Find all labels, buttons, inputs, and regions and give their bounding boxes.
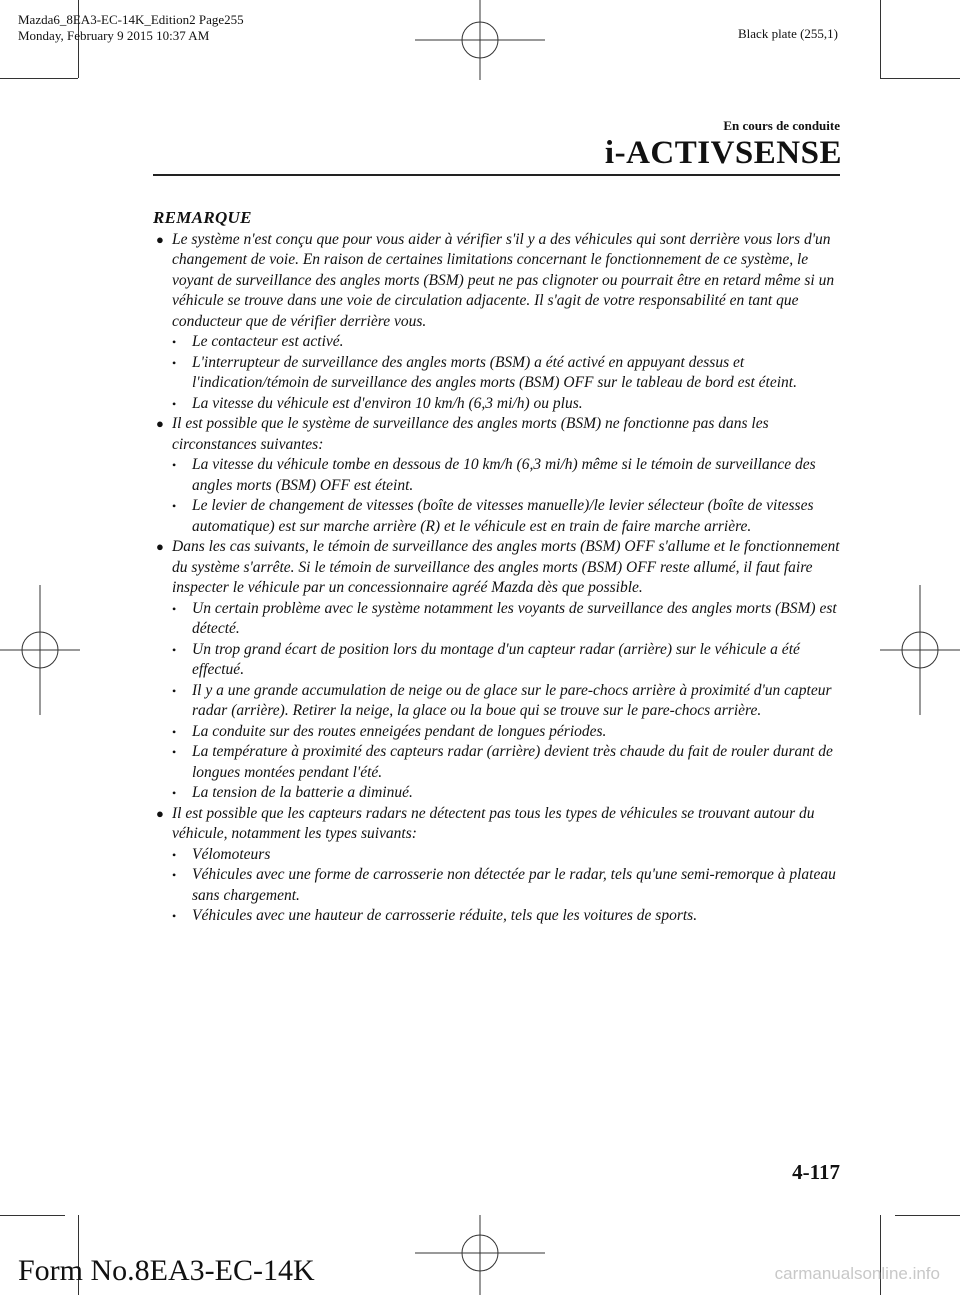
crop-mark-top-left-h [0,78,78,79]
sub-bullet-text: Un trop grand écart de position lors du montage d'un capteur radar (arrière) sur le véhicule a été effectué. [192,640,800,678]
sub-list-item [153,455,841,496]
sub-list-item [153,394,841,415]
watermark: carmanualsonline.info [774,1264,940,1283]
sub-bullet-text: Véhicules avec une hauteur de carrosserie réduite, tels que les voitures de sports. [192,907,698,924]
print-header-line1: Mazda6_8EA3-EC-14K_Edition2 Page255 [18,12,244,27]
sub-bullet-text: Véhicules avec une forme de carrosserie non détectée par le radar, tels qu'une semi-remorque à plateau sans chargement. [192,866,836,904]
header-rule [153,174,840,176]
crop-mark-top-right-h [880,78,960,79]
sub-bullet-text: La vitesse du véhicule est d'environ 10 km/h (6,3 mi/h) ou plus. [192,394,583,412]
sub-bullet-text: L'interrupteur de surveillance des angles morts (BSM) a été activé en appuyant dessus et l'indication/témoin de surveillance des angles morts (BSM) OFF sur le tableau de bord est éteint. [192,353,797,391]
sub-list-item [153,722,841,743]
sub-bullet-icon: • [172,724,177,739]
sub-bullet-text: Il y a une grande accumulation de neige ou de glace sur le pare-chocs arrière à proximité d'un capteur radar (arrière). Retirer la neige, la glace ou la boue qui se trouve sur le pare-chocs arrière. [192,681,832,719]
sub-bullet-icon: • [172,683,177,698]
bullet-text: Il est possible que le système de surveillance des angles morts (BSM) ne fonctionne pas dans les circonstances suivantes: [172,415,769,453]
sub-list-item [153,783,841,804]
sub-list-item [153,865,841,906]
sub-bullet-text: Vélomoteurs [192,845,271,863]
list-item [153,537,841,599]
print-header [18,12,244,44]
sub-bullet-text: La température à proximité des capteurs radar (arrière) devient très chaude du fait de rouler durant de longues montées pendant l'été. [192,743,833,781]
list-item [153,414,841,455]
sub-list-item [153,681,841,722]
registration-mark-right [880,585,960,715]
sub-bullet-icon: • [172,745,177,759]
list-item [153,804,841,845]
sub-bullet-icon: • [172,868,177,882]
bullet-icon: ● [156,231,164,247]
chapter-title: i-ACTIVSENSE [604,135,842,171]
plate-label: Black plate (255,1) [738,26,838,41]
print-header-line2: Monday, February 9 2015 10:37 AM [18,28,210,43]
sub-list-item [153,640,841,681]
note-title: REMARQUE [153,208,252,227]
sub-list-item [153,906,841,927]
sub-bullet-text: Le contacteur est activé. [192,333,344,350]
sub-bullet-text: La conduite sur des routes enneigées pendant de longues périodes. [192,722,607,740]
crop-mark-bottom-right-h [895,1215,960,1216]
sub-list-item [153,332,841,353]
sub-list-item [153,742,841,783]
sub-list-item [153,599,841,640]
sub-bullet-icon: • [172,847,177,862]
page-number: 4-117 [792,1160,840,1184]
bullet-text: Il est possible que les capteurs radars ne détectent pas tous les types de véhicules se trouvant autour du véhicule, notamment les types suivants: [172,804,815,842]
bullet-icon: ● [156,539,164,554]
sub-bullet-icon: • [172,355,177,370]
bullet-icon: ● [156,416,164,431]
sub-list-item [153,353,841,394]
sub-bullet-icon: • [172,396,177,411]
registration-mark-bottom [415,1215,545,1295]
bullet-text: Le système n'est conçu que pour vous aider à vérifier s'il y a des véhicules qui sont derrière vous lors d'un changement de voie. En raison de certaines limitations concernant le fonctionnement de ce système, le voyant de surveillance des angles morts (BSM) peut ne pas clignoter ou pourrait être en retard même si un véhicule se trouve dans une voie de circulation adjacente. Il s'agit de votre responsabilité en tant que conducteur que de vérifier derrière vous. [172,230,835,330]
sub-bullet-icon: • [172,642,177,657]
sub-bullet-icon: • [172,335,177,349]
registration-mark-top [415,0,545,80]
sub-bullet-icon: • [172,909,177,923]
registration-mark-left [0,585,80,715]
list-item [153,230,841,333]
sub-bullet-text: Le levier de changement de vitesses (boîte de vitesses manuelle)/le levier sélecteur (boîte de vitesses automatique) est sur marche arrière (R) et le véhicule est en train de faire marche arrière. [192,497,814,535]
bullet-icon: ● [156,805,164,821]
sub-bullet-text: La tension de la batterie a diminué. [192,784,413,801]
sub-bullet-text: Un certain problème avec le système notamment les voyants de surveillance des angles morts (BSM) est détecté. [192,599,837,637]
sub-bullet-icon: • [172,786,177,800]
sub-bullet-icon: • [172,499,177,513]
form-number: Form No.8EA3-EC-14K [18,1254,315,1287]
sub-bullet-icon: • [172,601,177,616]
sub-bullet-text: La vitesse du véhicule tombe en dessous de 10 km/h (6,3 mi/h) même si le témoin de surveillance des angles morts (BSM) OFF est éteint. [192,456,816,494]
sub-list-item [153,496,841,537]
crop-mark-top-right [880,0,881,78]
note-block [153,208,841,927]
section-title: En cours de conduite [723,118,840,133]
sub-list-item [153,845,841,866]
sub-bullet-icon: • [172,458,177,472]
bullet-text: Dans les cas suivants, le témoin de surveillance des angles morts (BSM) OFF s'allume et le fonctionnement du système s'arrête. Si le témoin de surveillance des angles morts (BSM) OFF reste allumé, il faut faire inspecter le véhicule par un concessionnaire agréé Mazda dès que possible. [172,538,840,596]
crop-mark-bottom-left-h [0,1215,65,1216]
